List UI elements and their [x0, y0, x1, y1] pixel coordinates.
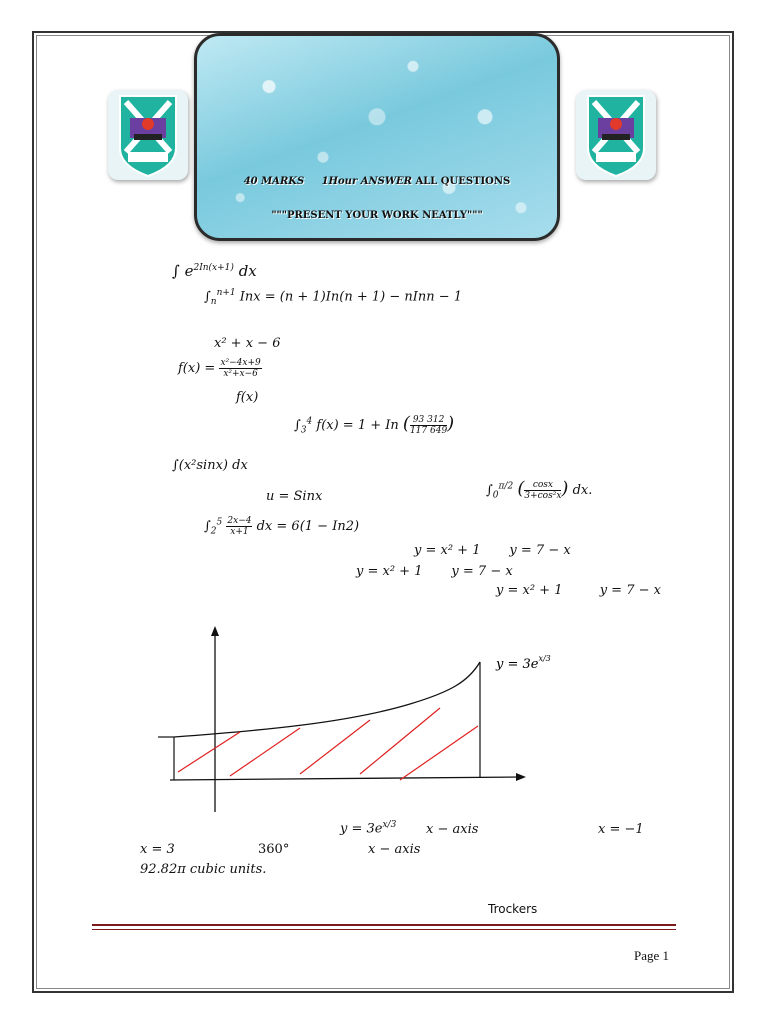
curve-equation: [340, 820, 396, 836]
eq-parabola: y = x² + 1: [496, 583, 563, 598]
q5-dx: dx.: [572, 483, 593, 498]
q3-f-label: f(x) =: [178, 361, 216, 376]
x-axis: [170, 777, 522, 780]
x-axis-arrow: [516, 773, 526, 781]
equation-row-3: [496, 583, 661, 598]
x-axis-label-1: x − axis: [426, 822, 479, 837]
footer-rule-thin: [92, 929, 676, 930]
all-questions-label: ALL QUESTIONS: [415, 176, 511, 187]
q3-upper-limit: 4: [306, 416, 313, 427]
x-axis-label-2: x − axis: [368, 842, 421, 857]
volume-sketch-graph: [150, 622, 551, 822]
q3-lower-limit: 3: [300, 425, 307, 436]
y-axis-arrow: [211, 626, 219, 636]
header-banner: [194, 33, 560, 241]
q5-upper-limit: π/2: [498, 481, 514, 492]
curve-expr: y = 3e: [340, 821, 383, 837]
q5-lower-limit: 0: [492, 490, 499, 501]
curve-label: $y = 3e^{x/3}$: [496, 654, 551, 672]
q3-denominator: x²+x−6: [223, 369, 258, 379]
q2-lower-limit: n: [210, 296, 217, 307]
exponential-curve: [174, 662, 480, 737]
curve-exponent: x/3: [382, 820, 397, 830]
q1-integral: ∫ e: [172, 262, 194, 280]
q3-result-numerator: 93 312: [410, 415, 447, 426]
eq-line: y = 7 − x: [599, 583, 661, 598]
eq-parabola: y = x² + 1: [414, 543, 481, 558]
shading-lines: [178, 708, 478, 780]
school-logo-left: [108, 90, 188, 180]
q5-fraction: [524, 480, 561, 501]
q1-exponent: 2In(x+1): [193, 263, 234, 273]
eq-line: y = 7 − x: [451, 564, 513, 579]
question-2: $\int_n^{n+1}$ Inx = (n + 1)In(n + 1) − nInn − 1: [204, 288, 463, 307]
question-3-integral: $\int_3^4$ f(x) = 1 + In ( $\frac{93 312}{117 649}$ ): [294, 413, 455, 436]
question-6: $\int_2^5$ $\frac{2x-4}{x+1}$ dx = 6(1 − In2): [204, 516, 360, 537]
q3-polynomial: x² + x − 6: [214, 336, 281, 351]
q5-numerator: cosx: [524, 480, 561, 491]
equation-row-1: [414, 543, 571, 558]
q3-result-fraction: [410, 415, 447, 436]
q3-result-denominator: 117 649: [409, 426, 448, 436]
q6-expression: dx = 6(1 − In2): [256, 519, 360, 534]
present-neatly: """PRESENT YOUR WORK NEATLY""": [271, 210, 483, 221]
duration-label: 1Hour: [321, 176, 358, 187]
question-5: $\int_0^{\pi/2}$ ( $\frac{\cos x}{\text{3+cos²x}}$ ) dx.: [486, 478, 593, 501]
exam-instructions: [197, 176, 557, 187]
q2-upper-limit: n+1: [216, 288, 236, 298]
author-signature: Trockers: [488, 902, 538, 916]
question-3-function: [178, 358, 262, 379]
q2-expression: Inx = (n + 1)In(n + 1) − nInn − 1: [239, 289, 463, 305]
q1-dx: dx: [233, 262, 257, 280]
q6-upper-limit: 5: [216, 517, 223, 528]
q6-fraction: [226, 516, 252, 537]
q6-numerator: 2x−4: [227, 516, 252, 526]
x-minus-one: x = −1: [598, 822, 644, 837]
q3-numerator: x²−4x+9: [220, 358, 261, 368]
school-logo-right: [576, 90, 656, 180]
q4-substitution: u = Sinx: [266, 489, 323, 504]
eq-parabola: y = x² + 1: [356, 564, 423, 579]
q3-fx: f(x): [236, 390, 259, 405]
question-1: [172, 262, 257, 280]
q5-denominator: 3+cos²x: [524, 491, 562, 501]
marks-label: 40 MARKS: [243, 176, 305, 187]
answer-label: ANSWER: [360, 176, 412, 187]
rotation-degrees: 360°: [258, 842, 290, 857]
equation-row-2: [356, 564, 513, 579]
x-equals-three: x = 3: [140, 842, 175, 857]
footer-rule: [92, 924, 676, 926]
eq-line: y = 7 − x: [509, 543, 571, 558]
page-number: Page 1: [634, 948, 670, 963]
q3-integral-result: f(x) = 1 + In: [316, 418, 399, 433]
volume-answer: 92.82π cubic units.: [140, 862, 267, 877]
q6-denominator: x+1: [230, 527, 249, 537]
question-4: ∫(x²sinx) dx: [172, 458, 248, 473]
q6-lower-limit: 2: [210, 526, 217, 537]
q3-fraction: [219, 358, 261, 379]
